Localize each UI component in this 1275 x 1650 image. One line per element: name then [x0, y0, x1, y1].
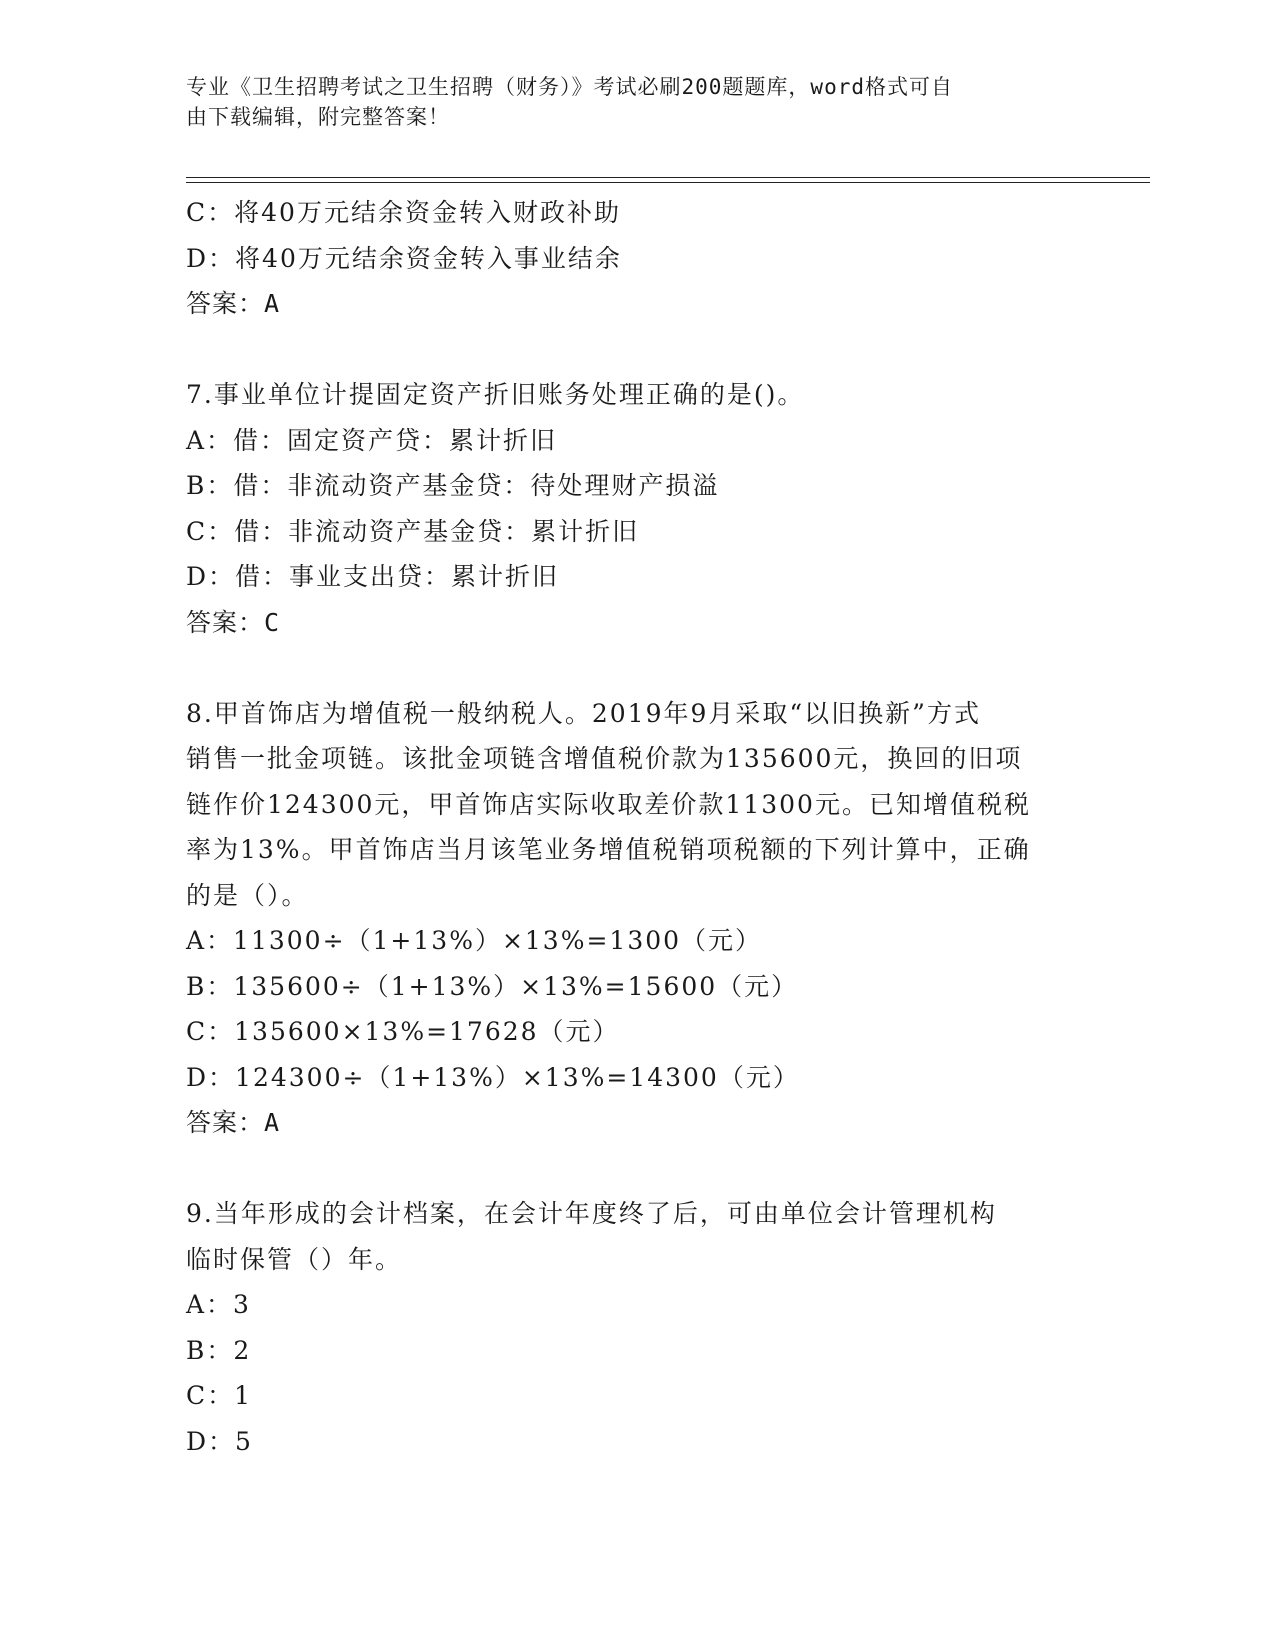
question-stem: 销售一批金项链。该批金项链含增值税价款为135600元，换回的旧项 [186, 744, 1023, 773]
option-a: A：11300÷（1+13%）×13%=1300（元） [186, 926, 763, 955]
question-stem: 的是（）。 [186, 880, 309, 910]
header-divider [186, 177, 1150, 178]
option-b: B：135600÷（1+13%）×13%=15600（元） [186, 971, 799, 1001]
question-7 [186, 372, 1086, 645]
question-stem: 临时保管（）年。 [186, 1244, 403, 1274]
question-6 [186, 190, 1086, 327]
question-stem: 链作价124300元，甲首饰店实际收取差价款11300元。已知增值税税 [186, 789, 1031, 819]
option-d: D：将40万元结余资金转入事业结余 [186, 243, 622, 273]
option-d: D：124300÷（1+13%）×13%=14300（元） [186, 1062, 800, 1092]
question-9 [186, 1191, 1086, 1464]
question-stem: 率为13%。甲首饰店当月该笔业务增值税销项税额的下列计算中，正确 [186, 835, 1031, 864]
question-stem: 7.事业单位计提固定资产折旧账务处理正确的是()。 [186, 380, 805, 409]
option-d: D：5 [186, 1426, 253, 1456]
answer-line: 答案：C [186, 607, 281, 637]
header-title-line: 专业《卫生招聘考试之卫生招聘（财务）》考试必刷200题题库，word格式可自 [186, 75, 953, 99]
option-b: B：借：非流动资产基金贷：待处理财产损溢 [186, 471, 720, 500]
option-b: B：2 [186, 1335, 252, 1365]
option-c: C：1 [186, 1381, 253, 1410]
option-d: D：借：事业支出贷：累计折旧 [186, 562, 560, 591]
answer-line: 答案：A [186, 1108, 281, 1137]
question-stem: 9.当年形成的会计档案，在会计年度终了后，可由单位会计管理机构 [186, 1199, 997, 1228]
question-stem: 8.甲首饰店为增值税一般纳税人。2019年9月采取“以旧换新”方式 [186, 698, 981, 728]
option-a: A：借：固定资产贷：累计折旧 [186, 425, 558, 455]
document-header [186, 72, 1086, 132]
option-c: C：将40万元结余资金转入财政补助 [186, 198, 621, 227]
question-8 [186, 691, 1086, 1146]
header-title-line: 由下载编辑，附完整答案！ [186, 105, 450, 129]
question-list [186, 190, 1086, 1464]
option-c: C：135600×13%=17628（元） [186, 1017, 620, 1046]
option-c: C：借：非流动资产基金贷：累计折旧 [186, 516, 640, 546]
answer-line: 答案：A [186, 289, 281, 318]
header-divider [186, 182, 1150, 183]
option-a: A：3 [186, 1290, 251, 1319]
